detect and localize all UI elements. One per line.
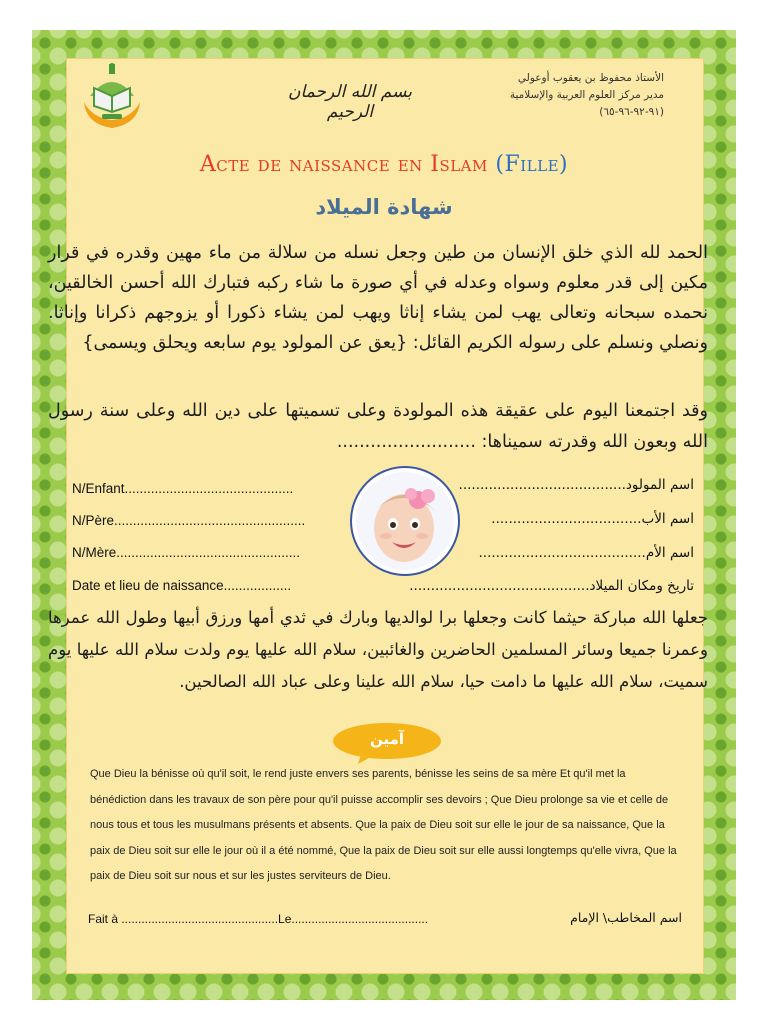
basmala: بسم الله الرحمان الرحيم — [288, 82, 412, 122]
title-sub: (Fille) — [495, 152, 569, 177]
field-child-name-fr: N/Enfant............................................. — [72, 481, 294, 496]
field-father-name-ar: اسم الأب................................... — [491, 511, 694, 527]
amen-speech-bubble — [332, 722, 442, 764]
title-main: Acte de naissance en Islam — [199, 152, 488, 177]
author-role: مدير مركز العلوم العربية والإسلامية — [509, 89, 664, 101]
field-birth-date-place-ar: تاريخ ومكان الميلاد.......................................... — [409, 578, 694, 594]
author-name: الأستاذ محفوظ بن يعقوب أوعولي — [517, 72, 664, 84]
name-blank: ......................... — [336, 432, 476, 452]
field-mother-name-ar: اسم الأم....................................... — [478, 545, 694, 561]
amen-label: آمين — [369, 730, 405, 748]
baby-girl-photo-icon — [356, 472, 454, 570]
blessing-paragraph-ar: جعلها الله مباركة حيثما كانت وجعلها برا لوالديها وبارك في ثدي أمها ورزق أبيها وطول الله عمرها وعمرنا جميعا وسائر المسلمين الحاضرين والغائبين، سلام الله عليها يوم ولدت سلام الله عليها يوم سميت، سلام الله عليها ما دامت حيا، سلام الله علينا وعلى عباد الله الصالحين. — [48, 608, 708, 691]
field-child-name-ar: اسم المولود....................................... — [458, 477, 694, 493]
gathering-text: وقد اجتمعنا اليوم على عقيقة هذه المولودة وعلى تسميتها على دين الله وعلى سنة رسول الله وبعون الله وقدرته سميناها: — [48, 401, 708, 452]
signature-place-date: Fait à ...............................................Le......................................... — [88, 912, 429, 926]
gathering-paragraph — [48, 396, 708, 458]
blessing-paragraph-fr: Que Dieu la bénisse où qu'il soit, le rend juste envers ses parents, bénisse les seins de sa mère Et qu'il met la bénédiction dans les travaux de son père pour qu'il puisse accomplir ses devoirs ; Que Dieu prolonge sa vie et celle de nous tous et tous les musulmans présents et absents. Que la paix de Dieu soit sur elle le jour de sa naissance, Que la paix de Dieu soit sur elle le jour où il a été nommé, Que la paix de Dieu soit sur elle aussi longtemps qu'elle vivra, Que la paix de Dieu soit sur nous et sur les justes serviteurs de Dieu. — [90, 768, 677, 882]
author-info — [454, 70, 664, 121]
field-mother-name-fr: N/Mère................................................. — [72, 545, 301, 560]
field-father-name-fr: N/Père................................................... — [72, 513, 306, 528]
subtitle-birth-certificate: شهادة الميلاد — [315, 195, 453, 219]
imam-signature-label: اسم المخاطب\ الإمام — [570, 910, 682, 925]
photo-frame — [350, 466, 460, 576]
intro-paragraph: الحمد لله الذي خلق الإنسان من طين وجعل نسله من سلالة من ماء مهين وقدره في قرار مكين إلى قدر معلوم وسواه وعدله في أي صورة ما شاء ركبه فتبارك الله أحسن الخالقين، نحمده سبحانه وتعالى يهب لمن يشاء إناثا ويهب لمن يشاء ذكورا أو يزوجهم ذكرانا وإناثا. ونصلي ونسلم على رسوله الكريم القائل: {يعق عن المولود يوم سابعه ويحلق ويسمى} — [48, 243, 708, 353]
page-title — [0, 152, 768, 177]
field-birth-date-place-fr: Date et lieu de naissance.................. — [72, 578, 292, 593]
author-phone: (٩١-٩٢-٩٦-٦٥) — [599, 106, 664, 118]
quran-hands-logo-icon — [80, 62, 144, 132]
